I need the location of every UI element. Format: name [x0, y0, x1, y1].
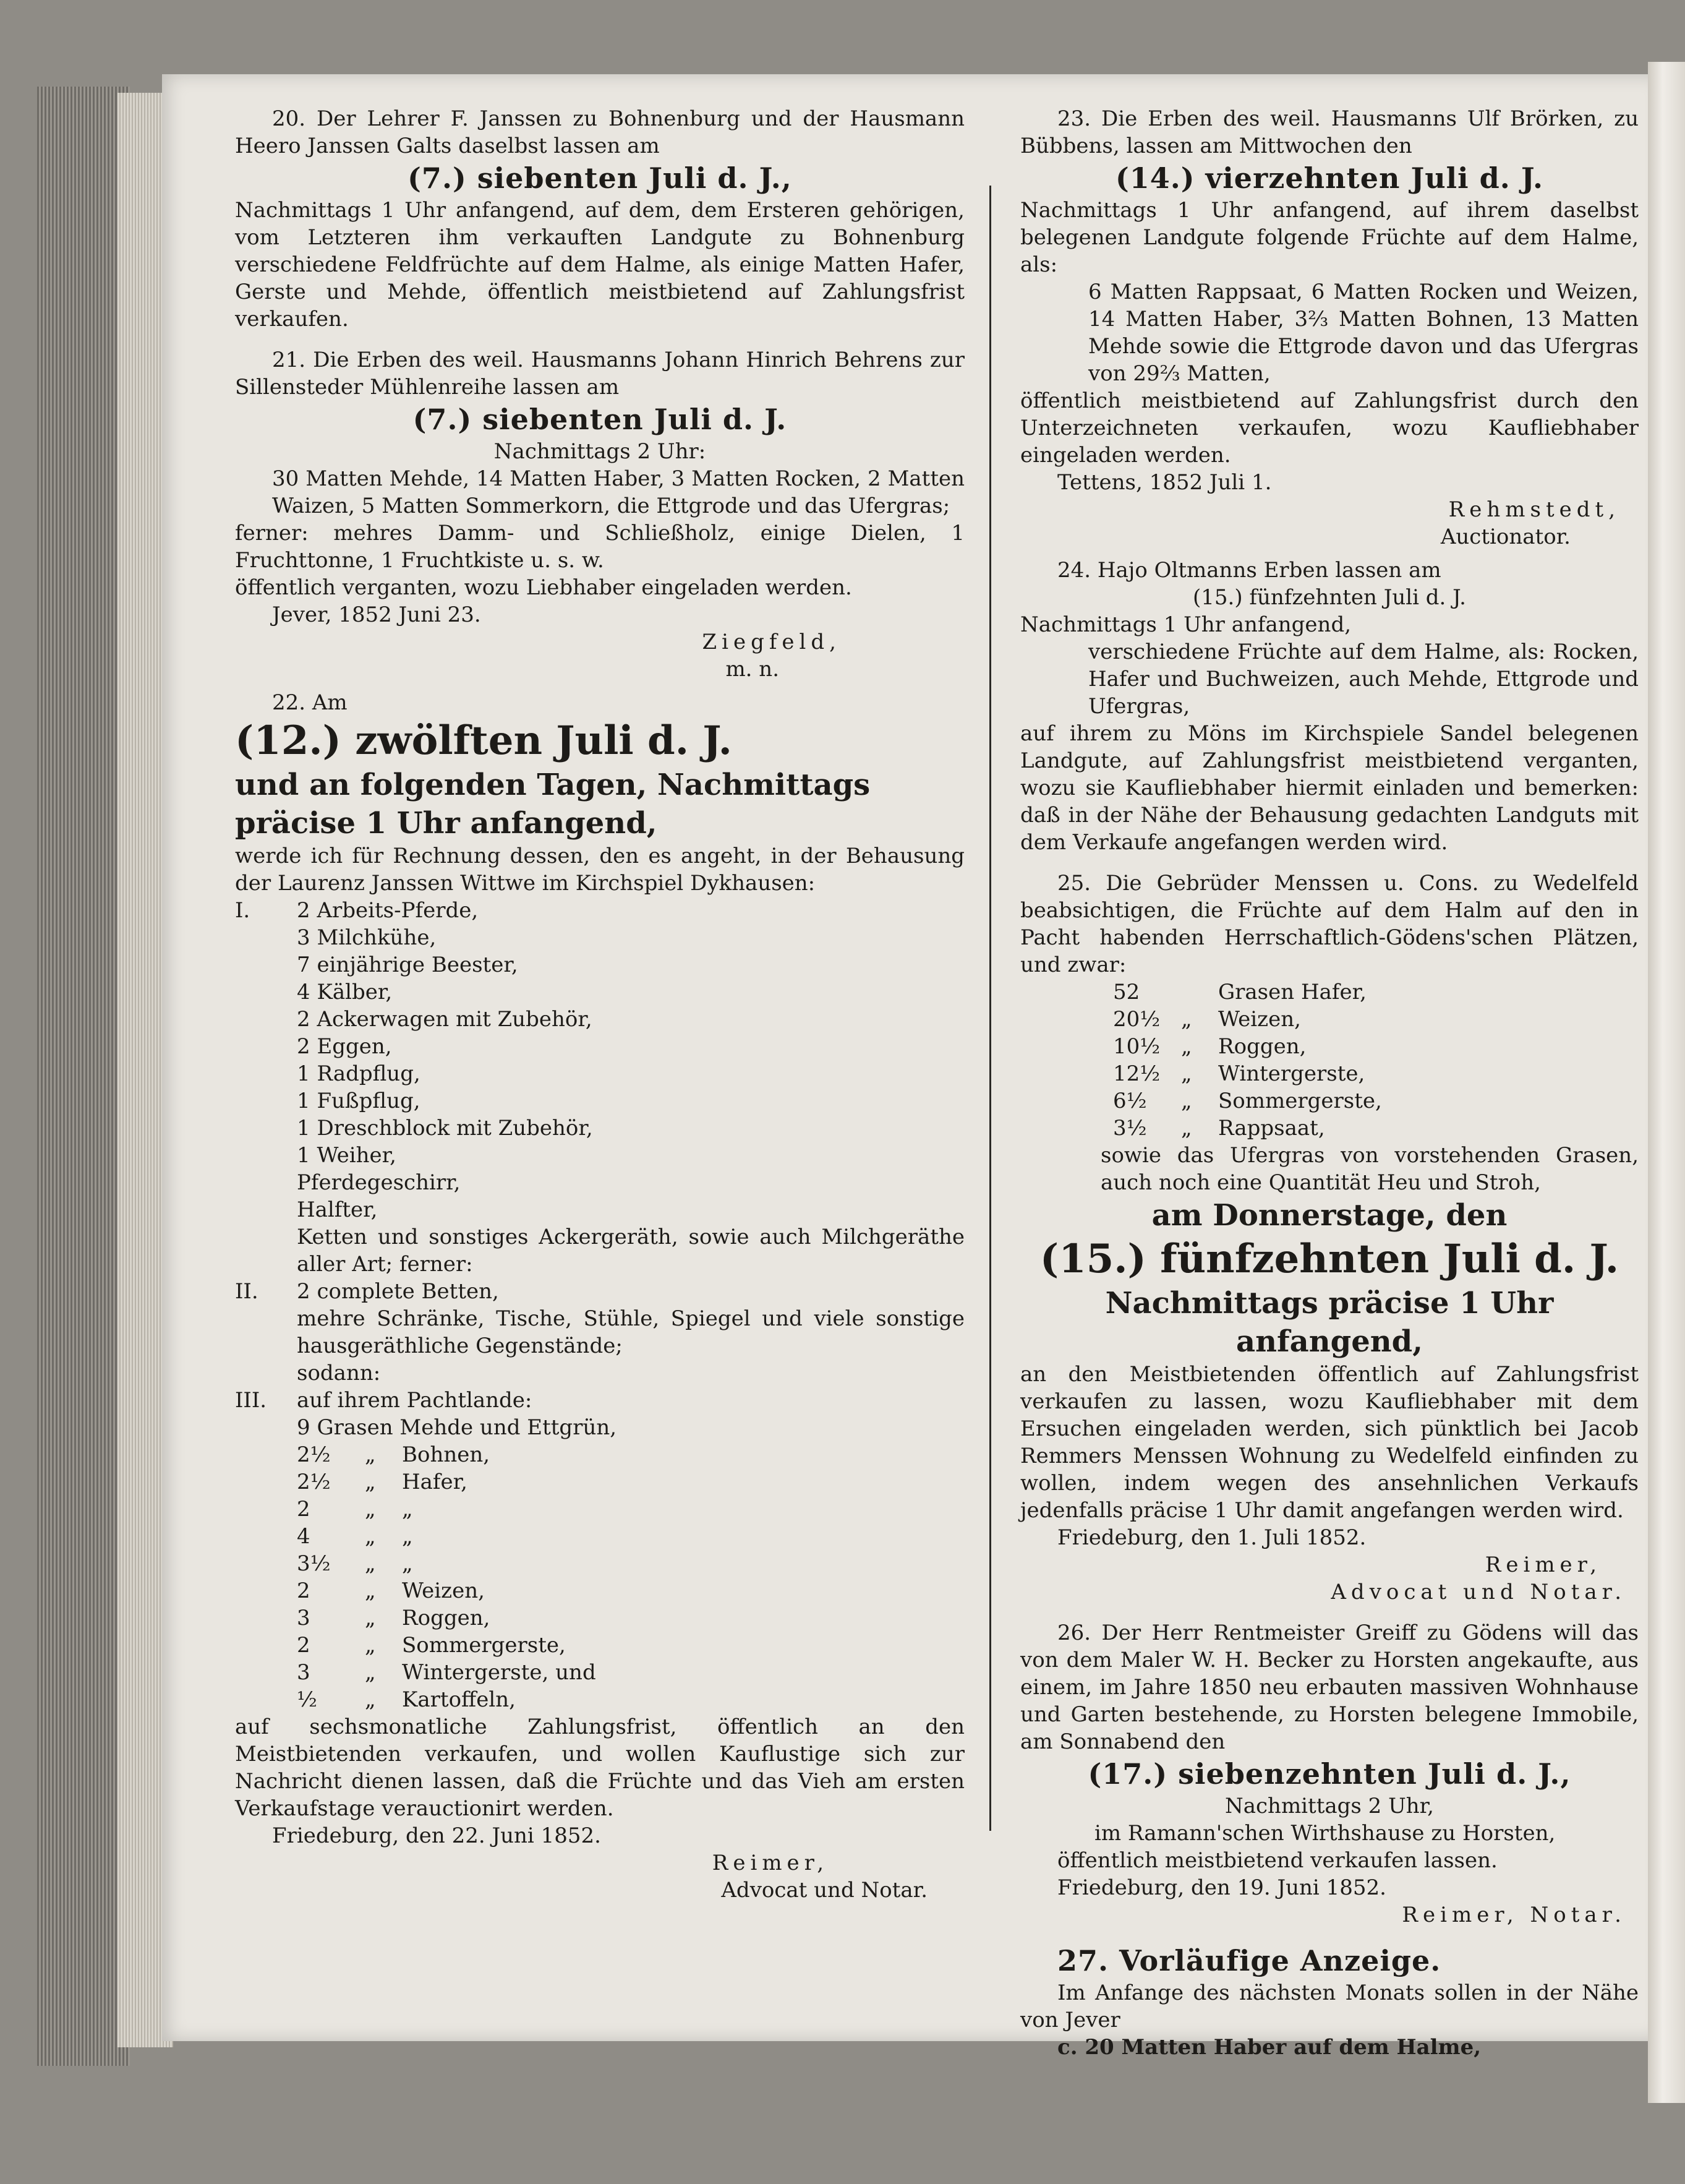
auction-day: am Donnerstage, den: [1151, 1198, 1508, 1233]
goods-list: 6 Matten Rappsaat, 6 Matten Rocken und Weizen, 14 Matten Haber, 3⅔ Matten Bohnen, 13 Matten Mehde sowie die Ettgrode davon und das Ufergras von 29⅔ Matten,: [1088, 280, 1639, 386]
list-item: 10½ „ Roggen,: [1113, 1034, 1307, 1059]
notice-24: [1020, 557, 1639, 856]
list-item: 6½ „ Sommergerste,: [1113, 1089, 1382, 1113]
auction-date: (15.) fünfzehnten Juli d. J.: [1193, 585, 1466, 610]
notice-text: sowie das Ufergras von vorstehenden Grasen, auch noch eine Quantität Heu und Stroh,: [1101, 1143, 1639, 1195]
goods-list: 30 Matten Mehde, 14 Matten Haber, 3 Matten Rocken, 2 Matten Waizen, 5 Matten Sommerkorn, die Ettgrode und das Ufergras;: [272, 466, 965, 518]
list-item: ½ „ Kartoffeln,: [297, 1687, 516, 1712]
signature-title: m. n.: [725, 657, 779, 682]
notice-text: im Ramann'schen Wirthshause zu Horsten, öffentlich meistbietend verkaufen lassen.: [1057, 1821, 1556, 1873]
notice-27: [1020, 1942, 1639, 2061]
notice-26: [1020, 1619, 1639, 1929]
notice-text: 21. Die Erben des weil. Hausmanns Johann Hinrich Behrens zur Sillensteder Mühlenreihe lassen am: [235, 348, 965, 400]
column-rule: [989, 186, 991, 1831]
auction-date: (17.) siebenzehnten Juli d. J.,: [1088, 1757, 1571, 1791]
facing-page-edge: [1648, 62, 1685, 2103]
auction-time: Nachmittags 2 Uhr,: [1224, 1794, 1434, 1818]
list-item: 4 „ „: [297, 1524, 413, 1549]
list-item: 4 Kälber,: [297, 980, 393, 1004]
list-item: Pferdegeschirr,: [297, 1170, 461, 1195]
list-item: 12½ „ Wintergerste,: [1113, 1061, 1365, 1086]
goods-list: c. 20 Matten Haber auf dem Halme,: [1057, 2035, 1482, 2060]
place-date: Jever, 1852 Juni 23.: [272, 602, 481, 627]
signature-name: Reimer,: [712, 1851, 829, 1875]
list-item: 2½ „ Bohnen,: [297, 1442, 490, 1467]
left-column: [235, 105, 965, 1904]
auction-date: (7.) siebenten Juli d. J.,: [407, 161, 792, 195]
notice-25: [1020, 870, 1639, 1606]
list-item: 3 Milchkühe,: [297, 925, 437, 950]
list-item: III. auf ihrem Pachtlande:: [235, 1388, 532, 1413]
list-item: 3½ „ Rappsaat,: [1113, 1116, 1325, 1141]
signature-name: Reimer, Notar.: [1402, 1903, 1626, 1927]
list-item: 9 Grasen Mehde und Ettgrün,: [297, 1415, 617, 1440]
signature-title: Advocat und Notar.: [721, 1878, 928, 1903]
notice-number: 22. Am: [272, 690, 348, 715]
place-date: Friedeburg, den 22. Juni 1852.: [272, 1823, 601, 1848]
right-column: [1020, 105, 1639, 2061]
signature-name: Ziegfeld,: [702, 630, 841, 654]
list-item: 1 Weiher,: [297, 1143, 396, 1168]
book-cover-edge: [37, 87, 130, 2066]
auction-date: (7.) siebenten Juli d. J.: [412, 403, 787, 436]
signature-title: Advocat und Notar.: [1331, 1580, 1626, 1604]
list-item: 2 „ „: [297, 1497, 413, 1522]
signature-name: Rehmstedt,: [1448, 497, 1620, 522]
auction-time: Nachmittags 1 Uhr anfangend,: [1020, 612, 1352, 637]
notice-text: 23. Die Erben des weil. Hausmanns Ulf Brörken, zu Bübbens, lassen am Mittwochen den: [1020, 106, 1639, 158]
list-item: 3½ „ „: [297, 1551, 413, 1576]
list-item: 7 einjährige Beester,: [297, 953, 518, 977]
crop-list: [235, 1441, 965, 1713]
list-item: 3 „ Wintergerste, und: [297, 1660, 596, 1685]
notice-text: Im Anfange des nächsten Monats sollen in der Nähe von Jever: [1020, 1981, 1639, 2032]
list-item: 1 Radpflug,: [297, 1061, 420, 1086]
notice-text: Nachmittags 1 Uhr anfangend, auf dem, dem Ersteren gehörigen, vom Letzteren ihm verkauften Landgute zu Bohnenburg verschiedene Feldfrüchte auf dem Halme, als einige Matten Hafer, Gerste und Mehde, öffentlich meistbietend auf Zahlungsfrist verkaufen.: [235, 198, 965, 332]
notice-text: 25. Die Gebrüder Menssen u. Cons. zu Wedelfeld beabsichtigen, die Früchte auf dem Halm auf den in Pacht habenden Herrschaftlich-Gödens'schen Plätzen, und zwar:: [1020, 871, 1639, 977]
notice-text: auf sechsmonatliche Zahlungsfrist, öffentlich an den Meistbietenden verkaufen, und wollen Kauflustige sich zur Nachricht dienen lassen, daß die Früchte und das Vieh am ersten Verkaufstage verauctionirt werden.: [235, 1715, 965, 1821]
notice-text: werde ich für Rechnung dessen, den es angeht, in der Behausung der Laurenz Janssen Wittwe im Kirchspiel Dykhausen:: [235, 844, 965, 896]
list-item: 52 Grasen Hafer,: [1113, 980, 1367, 1004]
list-item: 2 „ Sommergerste,: [297, 1633, 566, 1658]
notice-heading: 27. Vorläufige Anzeige.: [1057, 1944, 1441, 1977]
list-item: 1 Dreschblock mit Zubehör,: [297, 1116, 593, 1141]
notice-text: Nachmittags 1 Uhr anfangend, auf ihrem daselbst belegenen Landgute folgende Früchte auf dem Halme, als:: [1020, 198, 1639, 277]
list-item: Ketten und sonstiges Ackergeräth, sowie auch Milchgeräthe aller Art; ferner:: [297, 1225, 965, 1277]
signature-name: Reimer,: [1485, 1552, 1602, 1577]
list-item: 2 Ackerwagen mit Zubehör,: [297, 1007, 592, 1032]
auction-date: (12.) zwölften Juli d. J.: [235, 717, 732, 764]
place-date: Tettens, 1852 Juli 1.: [1057, 470, 1272, 495]
notice-text: 24. Hajo Oltmanns Erben lassen am: [1057, 558, 1441, 583]
list-item: 2 Eggen,: [297, 1034, 392, 1059]
list-item: 2 „ Weizen,: [297, 1578, 485, 1603]
place-date: Friedeburg, den 19. Juni 1852.: [1057, 1875, 1386, 1900]
list-item: 2½ „ Hafer,: [297, 1470, 467, 1494]
auction-date: (14.) vierzehnten Juli d. J.: [1115, 161, 1544, 195]
notice-22: [235, 689, 965, 1904]
notice-23: [1020, 105, 1639, 550]
item-list: [235, 897, 965, 1441]
auction-time: Nachmittags 2 Uhr:: [493, 439, 706, 464]
auction-time: Nachmittags präcise 1 Uhr anfangend,: [1105, 1286, 1554, 1359]
signature-title: Auctionator.: [1440, 525, 1571, 549]
auction-time: und an folgenden Tagen, Nachmittags präcise 1 Uhr anfangend,: [235, 768, 871, 841]
list-item: 20½ „ Weizen,: [1113, 1007, 1301, 1032]
notice-text: an den Meistbietenden öffentlich auf Zahlungsfrist verkaufen zu lassen, wozu Kaufliebhaber mit dem Ersuchen eingeladen werden, sich pünktlich bei Jacob Remmers Menssen Wohnung zu Wedelfeld einfinden zu wollen, indem wegen des ansehnlichen Verkaufs jedenfalls präcise 1 Uhr damit angefangen werden wird.: [1020, 1362, 1639, 1523]
list-item: mehre Schränke, Tische, Stühle, Spiegel und viele sonstige hausgeräthliche Gegenstände;: [297, 1306, 965, 1358]
auction-date: (15.) fünfzehnten Juli d. J.: [1039, 1236, 1619, 1282]
list-item: I. 2 Arbeits-Pferde,: [235, 898, 479, 923]
notice-text: öffentlich meistbietend auf Zahlungsfrist durch den Unterzeichneten verkaufen, wozu Kaufliebhaber eingeladen werden.: [1020, 388, 1639, 468]
notice-text: 20. Der Lehrer F. Janssen zu Bohnenburg und der Hausmann Heero Janssen Galts daselbst lassen am: [235, 106, 965, 158]
list-item: II. 2 complete Betten,: [235, 1279, 499, 1304]
place-date: Friedeburg, den 1. Juli 1852.: [1057, 1525, 1367, 1550]
list-item: 1 Fußpflug,: [297, 1089, 420, 1113]
list-item: sodann:: [297, 1361, 381, 1385]
notice-21: [235, 346, 965, 683]
notice-text: 26. Der Herr Rentmeister Greiff zu Gödens will das von dem Maler W. H. Becker zu Horsten angekaufte, aus einem, im Jahre 1850 neu erbauten massiven Wohnhause und Garten bestehende, zu Horsten belegene Immobile, am Sonnabend den: [1020, 1621, 1639, 1754]
list-item: Halfter,: [297, 1197, 378, 1222]
notice-text: auf ihrem zu Möns im Kirchspiele Sandel belegenen Landgute, auf Zahlungsfrist meistbietend verganten, wozu sie Kaufliebhaber hiermit einladen und bemerken: daß in der Nähe der Behausung gedachten Landguts mit dem Verkaufe angefangen werden wird.: [1020, 721, 1639, 855]
crop-list: [1020, 979, 1639, 1142]
goods-list: ferner: mehres Damm- und Schließholz, einige Dielen, 1 Fruchttonne, 1 Fruchtkiste u. s. w.: [235, 521, 965, 573]
notice-text: öffentlich verganten, wozu Liebhaber eingeladen werden.: [235, 575, 852, 600]
list-item: 3 „ Roggen,: [297, 1606, 490, 1630]
goods-list: verschiedene Früchte auf dem Halme, als: Rocken, Hafer und Buchweizen, auch Mehde, Ettgrode und Ufergras,: [1088, 640, 1639, 719]
notice-20: [235, 105, 965, 333]
